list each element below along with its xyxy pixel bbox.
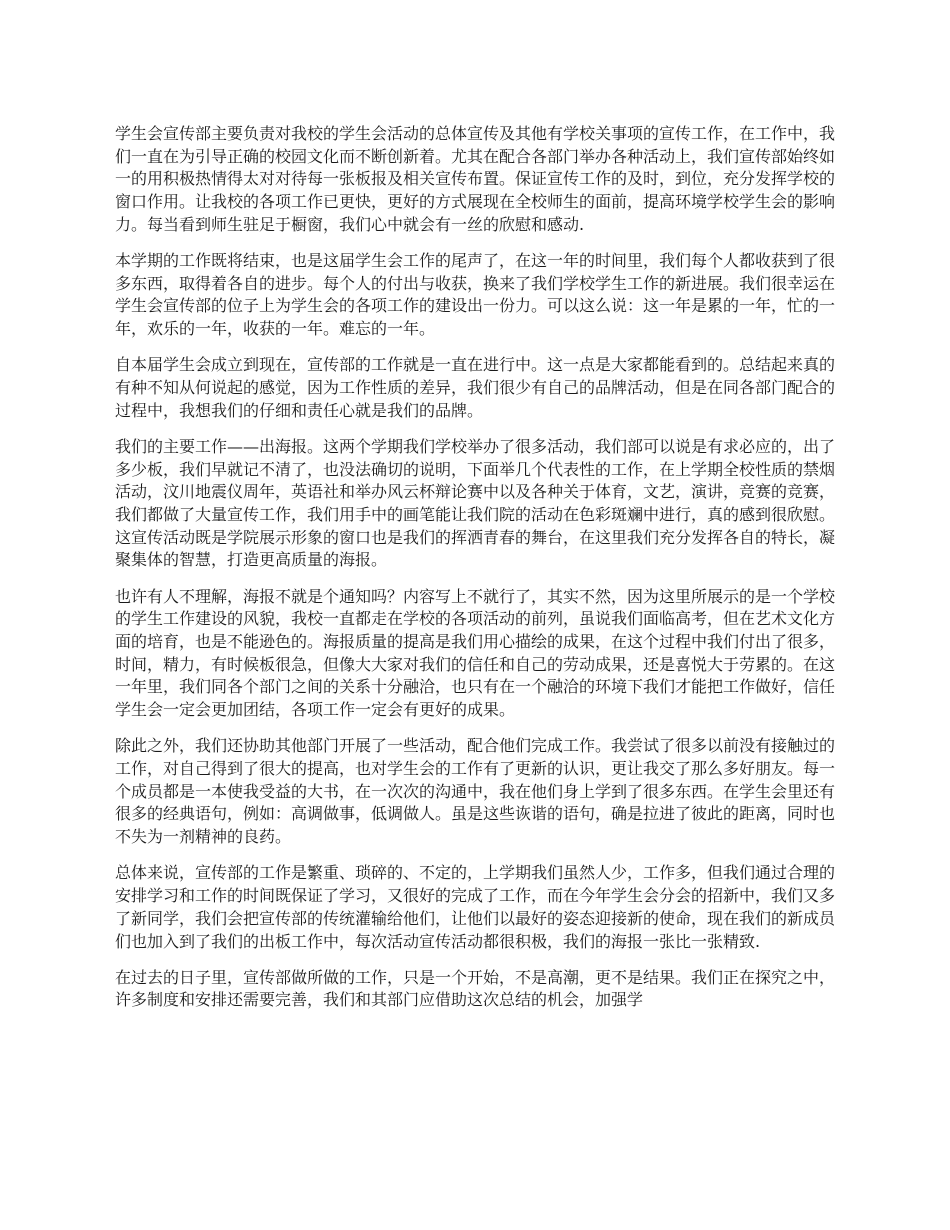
paragraph-other-activities: 除此之外，我们还协助其他部门开展了一些活动，配合他们完成工作。我尝试了很多以前没有接触过的工作，对自己得到了很大的提高，也对学生会的工作有了更新的认识，更让我交了那么多好朋友。每一个成员都是一本使我受益的大书，在一次次的沟通中，我在他们身上学到了很多东西。在学生会里还有很多的经典语句，例如：高调做事，低调做人。虽是这些诙谐的语句，确是拉进了彼此的距离，同时也不失为一剂精神的良药。	[115, 736, 836, 847]
paragraph-semester-end: 本学期的工作既将结束，也是这届学生会工作的尾声了，在这一年的时间里，我们每个人都收获到了很多东西，取得着各自的进步。每个人的付出与收获，换来了我们学校学生工作的新进展。我们很幸运在学生会宣传部的位子上为学生会的各项工作的建设出一份力。可以这么说：这一年是累的一年，忙的一年，欢乐的一年，收获的一年。难忘的一年。	[115, 251, 836, 339]
paragraph-posters: 我们的主要工作——出海报。这两个学期我们学校举办了很多活动，我们部可以说是有求必应的，出了多少板，我们早就记不清了，也没法确切的说明，下面举几个代表性的工作，在上学期全校性质的禁烟活动，汶川地震仪周年，英语社和举办风云杯辩论赛中以及各种关于体育，文艺，演讲，竞赛的竞赛，我们都做了大量宣传工作，我们用手中的画笔能让我们院的活动在色彩斑斓中进行，真的感到很欣慰。这宣传活动既是学院展示形象的窗口也是我们的挥洒青春的舞台，在这里我们充分发挥各自的特长，凝聚集体的智慧，打造更高质量的海报。	[115, 436, 836, 570]
paragraph-poster-meaning: 也许有人不理解，海报不就是个通知吗？内容写上不就行了，其实不然，因为这里所展示的是一个学校的学生工作建设的风貌，我校一直都走在学校的各项活动的前列，虽说我们面临高考，但在艺术文化方面的培育，也是不能逊色的。海报质量的提高是我们用心描绘的成果，在这个过程中我们付出了很多，时间，精力，有时候板很急，但像大大家对我们的信任和自己的劳动成果，还是喜悦大于劳累的。在这一年里，我们同各个部门之间的关系十分融洽，也只有在一个融洽的环境下我们才能把工作做好，信任学生会一定会更加团结，各项工作一定会有更好的成果。	[115, 586, 836, 720]
paragraph-since-founding: 自本届学生会成立到现在，宣传部的工作就是一直在进行中。这一点是大家都能看到的。总结起来真的有种不知从何说起的感觉，因为工作性质的差异，我们很少有自己的品牌活动，但是在同各部门配合的过程中，我想我们的仔细和责任心就是我们的品牌。	[115, 355, 836, 420]
document-body	[115, 123, 835, 1026]
paragraph-summary: 总体来说，宣传部的工作是繁重、琐碎的、不定的，上学期我们虽然人少，工作多，但我们通过合理的安排学习和工作的时间既保证了学习，又很好的完成了工作，而在今年学生会分会的招新中，我们又多了新同学，我们会把宣传部的传统灌输给他们，让他们以最好的姿态迎接新的使命，现在我们的新成员们也加入到了我们的出板工作中，每次活动宣传活动都很积极，我们的海报一张比一张精致.	[115, 863, 836, 951]
paragraph-future: 在过去的日子里，宣传部做所做的工作，只是一个开始，不是高潮，更不是结果。我们正在探究之中，许多制度和安排还需要完善，我们和其部门应借助这次总结的机会，加强学	[115, 967, 836, 1010]
paragraph-intro: 学生会宣传部主要负责对我校的学生会活动的总体宣传及其他有学校关事项的宣传工作，在工作中，我们一直在为引导正确的校园文化而不断创新着。尤其在配合各部门举办各种活动上，我们宣传部始终如一的用积极热情得太对对待每一张板报及相关宣传布置。保证宣传工作的及时，到位，充分发挥学校的窗口作用。让我校的各项工作已更快，更好的方式展现在全校师生的面前，提高环境学校学生会的影响力。每当看到师生驻足于橱窗，我们心中就会有一丝的欣慰和感动.	[115, 124, 836, 234]
